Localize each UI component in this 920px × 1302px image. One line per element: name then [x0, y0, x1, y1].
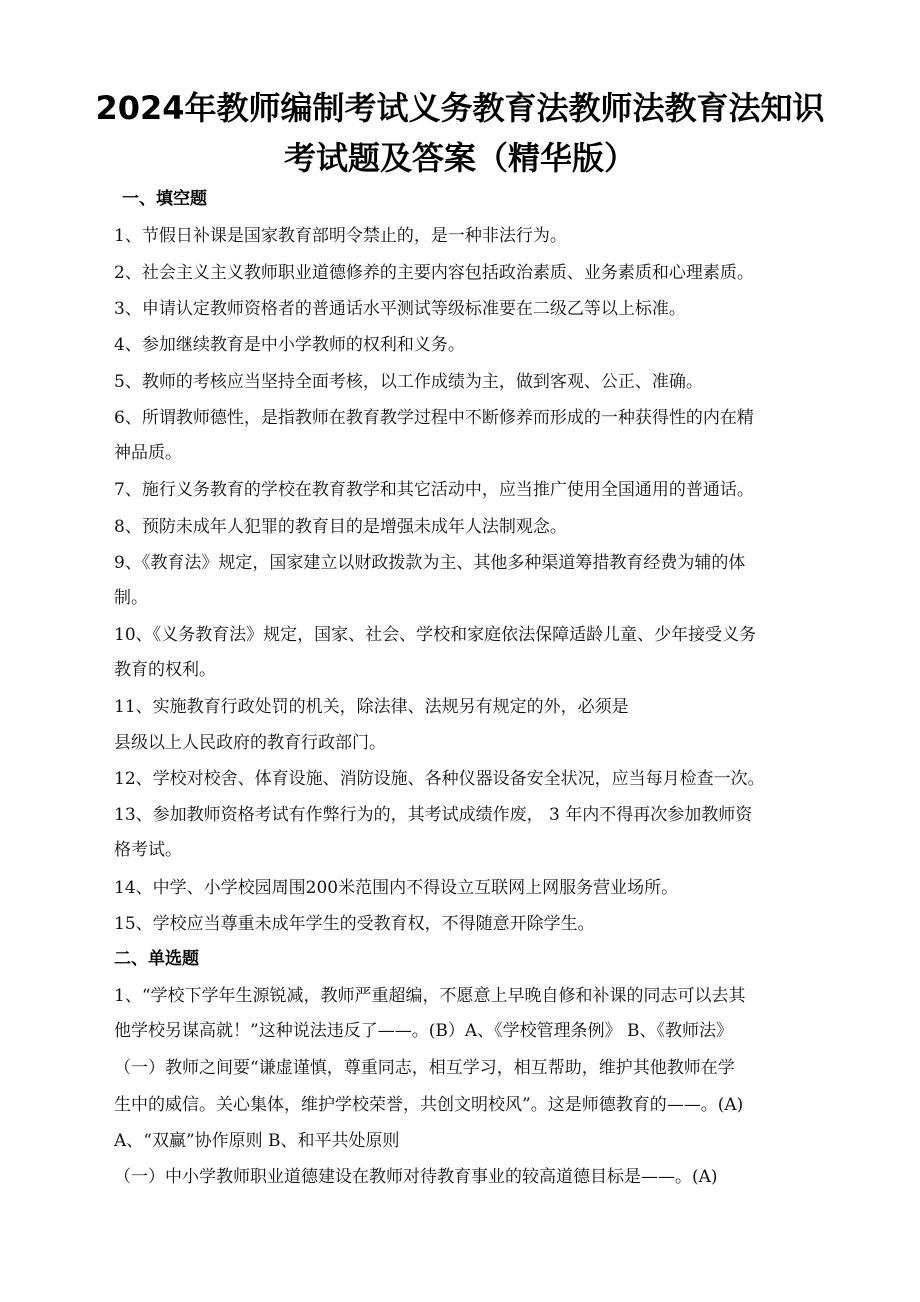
text-line: 生中的威信。关心集体，维护学校荣誉，共创文明校风”。这是师德教育的——。(A) [114, 1095, 744, 1115]
text-line: 12、学校对校舍、体育设施、消防设施、各种仪器设备安全状况，应当每月检查一次。 [114, 769, 765, 789]
section-heading-fill-in: 一、填空题 [122, 189, 207, 209]
text-line: 5、教师的考核应当坚持全面考核，以工作成绩为主，做到客观、公正、准确。 [114, 372, 703, 392]
text-line: 7、施行义务教育的学校在教育教学和其它活动中，应当推广使用全国通用的普通话。 [114, 480, 754, 500]
text-line: 6、所谓教师德性，是指教师在教育教学过程中不断修养而形成的一种获得性的内在精 [114, 408, 754, 428]
document-title-line-1: 2024年教师编制考试义务教育法教师法教育法知识 [95, 89, 825, 127]
text-line: 2、社会主义主义教师职业道德修养的主要内容包括政治素质、业务素质和心理素质。 [114, 263, 754, 283]
text-line: 格考试。 [114, 840, 182, 860]
text-line: A、“双赢”协作原则 B、和平共处原则 [114, 1131, 400, 1151]
text-line: 教育的权利。 [114, 660, 216, 680]
text-line: 8、预防未成年人犯罪的教育目的是增强未成年人法制观念。 [114, 517, 567, 537]
text-line: 3、申请认定教师资格者的普通话水平测试等级标准要在二级乙等以上标准。 [114, 299, 686, 319]
section-heading-single-choice: 二、单选题 [114, 949, 199, 969]
text-line: 4、参加继续教育是中小学教师的权利和义务。 [114, 335, 465, 355]
text-line: 14、中学、小学校园周围200米范围内不得设立互联网上网服务营业场所。 [114, 878, 679, 898]
text-line: 10、《义务教育法》规定，国家、社会、学校和家庭依法保障适龄儿童、少年接受义务 [114, 625, 757, 645]
text-line: 9、《教育法》规定，国家建立以财政拨款为主、其他多种渠道筹措教育经费为辅的体 [114, 553, 746, 573]
text-line: （一）教师之间要“谦虚谨慎，尊重同志，相互学习，相互帮助，维护其他教师在学 [114, 1058, 735, 1078]
text-line: 13、参加教师资格考试有作弊行为的，其考试成绩作废， 3 年内不得再次参加教师资 [114, 805, 753, 825]
text-line: 他学校另谋高就！”这种说法违反了——。(B）A、《学校管理条例》 B、《教师法》 [114, 1021, 733, 1041]
text-line: 15、学校应当尊重未成年学生的受教育权，不得随意开除学生。 [114, 914, 595, 934]
text-line: 11、实施教育行政处罚的机关，除法律、法规另有规定的外，必须是 [114, 697, 629, 717]
text-line: 1、节假日补课是国家教育部明令禁止的，是一种非法行为。 [114, 226, 567, 246]
document-title-line-2: 考试题及答案（精华版） [283, 139, 636, 177]
text-line: 制。 [114, 588, 148, 608]
text-line: 1、“学校下学年生源锐减，教师严重超编，不愿意上早晚自修和补课的同志可以去其 [114, 986, 746, 1006]
text-line: （一）中小学教师职业道德建设在教师对待教育事业的较高道德目标是——。(A) [114, 1167, 718, 1187]
text-line: 神品质。 [114, 443, 182, 463]
text-line: 县级以上人民政府的教育行政部门。 [114, 733, 386, 753]
